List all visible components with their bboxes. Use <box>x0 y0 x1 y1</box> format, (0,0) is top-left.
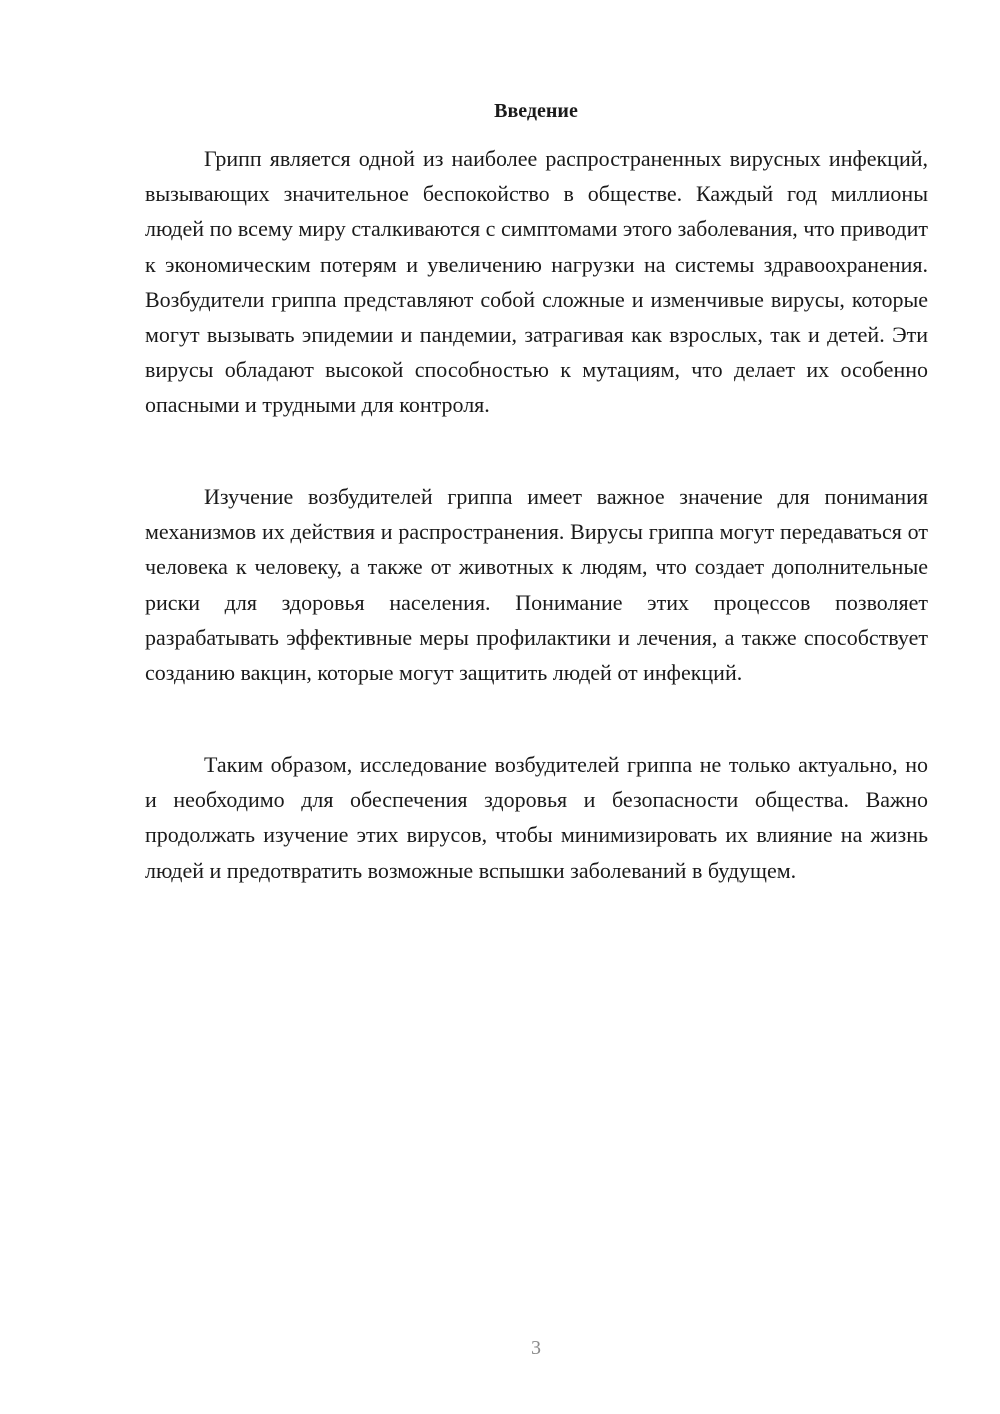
paragraph-1: Грипп является одной из наиболее распространенных вирусных инфекций, вызывающих значительное беспокойство в обществе. Каждый год миллионы людей по всему миру сталкиваются с симптомами этого заболевания, что приводит к экономическим потерям и увеличению нагрузки на системы здравоохранения. Возбудители гриппа представляют собой сложные и изменчивые вирусы, которые могут вызывать эпидемии и пандемии, затрагивая как взрослых, так и детей. Эти вирусы обладают высокой способностью к мутациям, что делает их особенно опасными и трудными для контроля. <box>145 146 928 418</box>
paragraph-2: Изучение возбудителей гриппа имеет важное значение для понимания механизмов их действия и распространения. Вирусы гриппа могут передаваться от человека к человеку, а также от животных к людям, что создает дополнительные риски для здоровья населения. Понимание этих процессов позволяет разрабатывать эффективные меры профилактики и лечения, а также способствует созданию вакцин, которые могут защитить людей от инфекций. <box>145 484 928 686</box>
paragraph-3: Таким образом, исследование возбудителей гриппа не только актуально, но и необходимо для обеспечения здоровья и безопасности общества. Важно продолжать изучение этих вирусов, чтобы минимизировать их влияние на жизнь людей и предотвратить возможные вспышки заболеваний в будущем. <box>145 752 928 883</box>
section-heading: Введение <box>494 100 578 122</box>
page-number: 3 <box>531 1337 541 1359</box>
